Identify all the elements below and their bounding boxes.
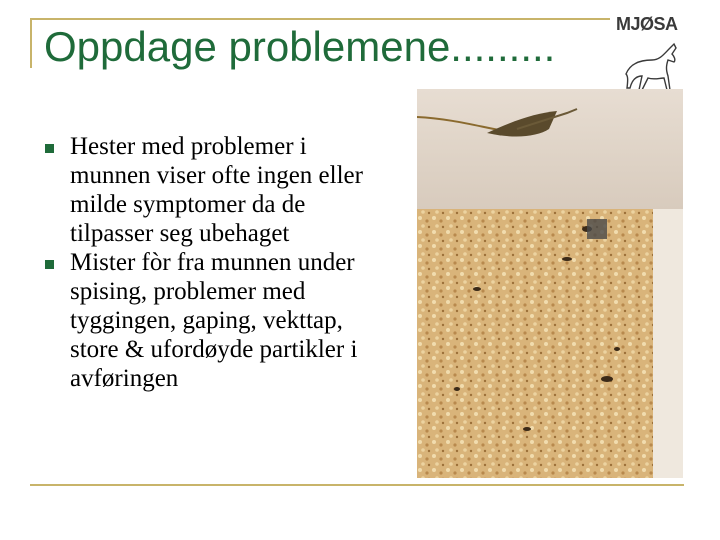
title-rule-vertical [30,18,32,68]
bullet-text: Hester med problemer i munnen viser ofte ingen eller milde symptomer da de tilpasser seg ubehaget [70,133,363,247]
bullet-list [44,132,364,393]
title-rule-horizontal [30,18,610,20]
slide-title: Oppdage problemene......... [44,23,556,70]
bottom-rule [30,484,684,486]
feed-photo-image [417,89,683,478]
bullet-text: Mister fòr fra munnen under spising, problemer med tyggingen, gaping, vekttap, store & ufordøyde partikler i avføringen [70,249,358,392]
logo-name: MJØSA [616,14,678,34]
square-bullet-icon [45,260,54,269]
bullet-item [44,248,364,393]
feed-photo [417,89,683,478]
bullet-item [44,132,364,248]
square-bullet-icon [45,144,54,153]
